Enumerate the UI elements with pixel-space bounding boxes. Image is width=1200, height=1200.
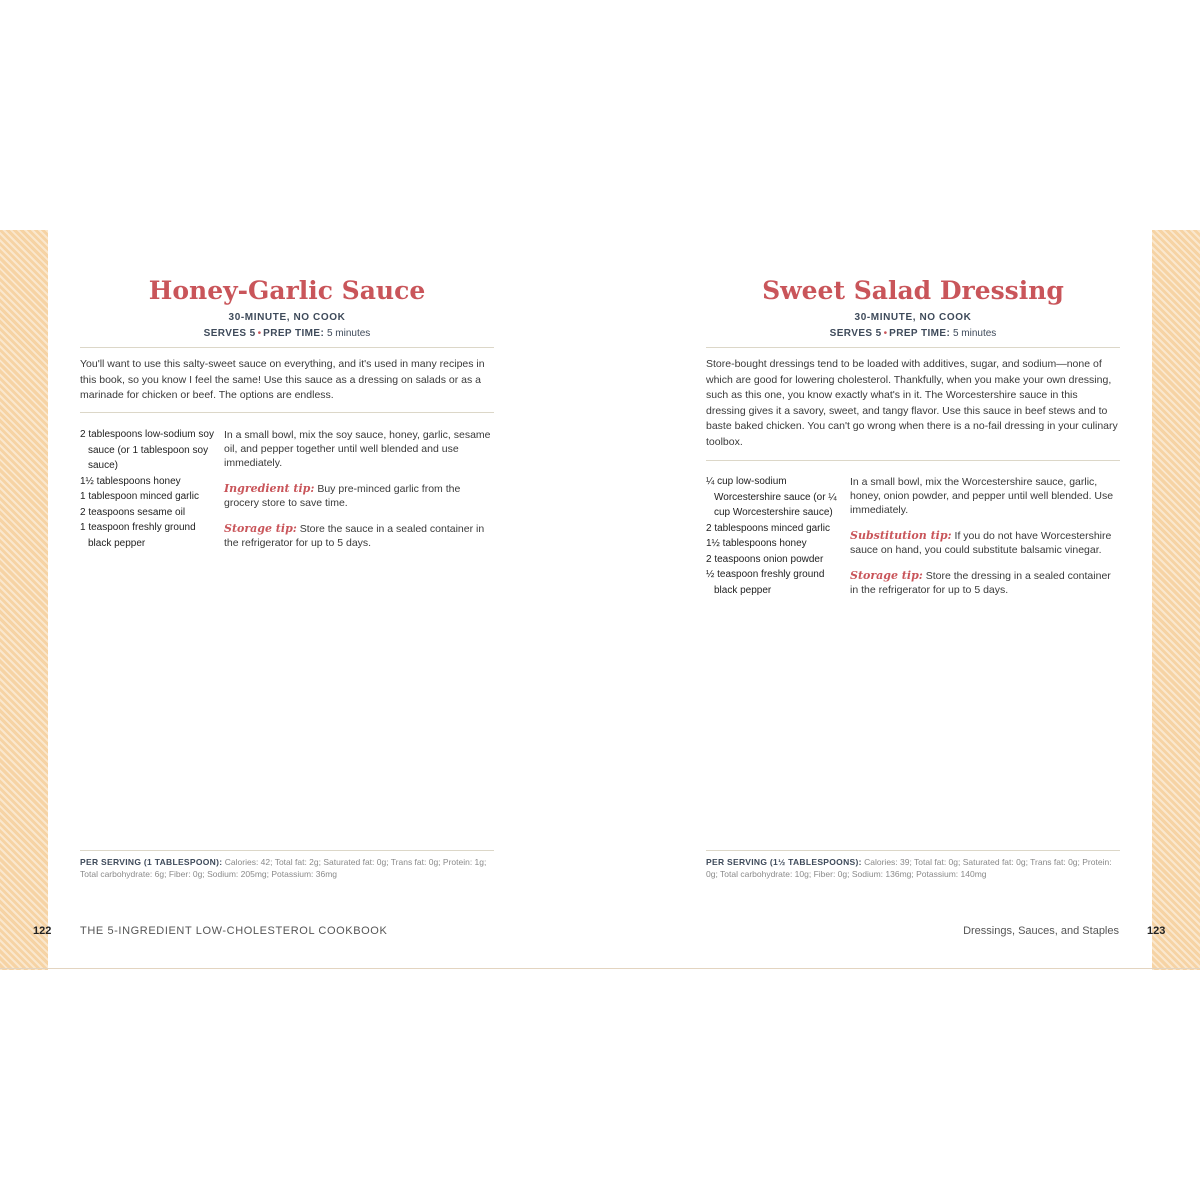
divider-intro <box>706 460 1120 461</box>
nutrition-label: PER SERVING (1½ TABLESPOONS): <box>706 857 862 867</box>
prep-value: 5 minutes <box>952 328 997 339</box>
tip-text: Store the dressing in a sealed container in the refrigerator for up to 5 days. <box>850 570 1111 596</box>
list-item: 2 teaspoons sesame oil <box>80 506 186 518</box>
book-spread <box>0 230 1200 970</box>
list-item: ¼ cup low-sodium Worcestershire sauce (or ¼ cup Worcestershire sauce) <box>706 476 837 518</box>
left-page <box>80 230 494 970</box>
list-item: 1 tablespoon minced garlic <box>80 491 199 502</box>
recipe-title: Honey-Garlic Sauce <box>148 276 426 305</box>
recipe-intro: You'll want to use this salty-sweet sauce on everything, and it's used in many recipes in this book, so you know I feel the same! Use this sauce as a dressing on salads or as a marinade for chicken or beef. The options are endless. <box>80 358 485 401</box>
right-decorative-band <box>1152 230 1200 970</box>
tip-label: Substitution tip: <box>850 529 952 542</box>
running-head-right: Dressings, Sauces, and Staples <box>963 925 1119 937</box>
list-item: 2 tablespoons low-sodium soy sauce (or 1 tablespoon soy sauce) <box>80 429 214 471</box>
nutrition-text: Calories: 42; Total fat: 2g; Saturated fat: 0g; Trans fat: 0g; Protein: 1g; Total carbohydrate: 6g; Fiber: 0g; Sodium: 205mg; Potassium: 36mg <box>80 857 487 879</box>
bullet-separator: • <box>257 328 262 339</box>
tip-storage <box>224 522 494 550</box>
tip-storage <box>850 569 1120 597</box>
serves: SERVES 5 <box>829 328 882 339</box>
list-item: 2 teaspoons onion powder <box>706 553 824 565</box>
prep-label: PREP TIME: <box>263 328 325 339</box>
list-item: ½ teaspoon freshly ground black pepper <box>706 569 825 596</box>
ingredient-list <box>706 474 846 598</box>
tip-label: Storage tip: <box>850 569 923 582</box>
directions <box>224 428 494 562</box>
recipe-intro: Store-bought dressings tend to be loaded with additives, sugar, and sodium—none of which are good for lowering cholesterol. Thankfully, when you make your own dressing, such as this one, you know exactly what's in it. The Worcestershire sauce in this dressing gives it a savory, sweet, and tangy flavor. Use this sauce in beef stews and to baste baked chicken. You can't go wrong when there is a no-fail dressing in your culinary toolbox. <box>706 358 1118 448</box>
left-decorative-band <box>0 230 48 970</box>
tip-text: Buy pre-minced garlic from the grocery store to save time. <box>224 483 461 509</box>
list-item: 1 teaspoon freshly ground black pepper <box>80 522 196 549</box>
tip-label: Ingredient tip: <box>224 482 315 495</box>
nutrition-info <box>80 856 494 880</box>
prep-label: PREP TIME: <box>889 328 951 339</box>
nutrition-label: PER SERVING (1 TABLESPOON): <box>80 857 223 867</box>
recipe-subtitle: 30-MINUTE, NO COOK <box>854 312 972 323</box>
divider-intro <box>80 412 494 413</box>
page-number-right: 123 <box>1147 925 1166 937</box>
tip-label: Storage tip: <box>224 522 297 535</box>
list-item: 1½ tablespoons honey <box>706 538 807 549</box>
list-item: 1½ tablespoons honey <box>80 475 181 487</box>
recipe-subtitle: 30-MINUTE, NO COOK <box>228 312 346 323</box>
serves: SERVES 5 <box>203 328 256 339</box>
bullet-separator: • <box>883 328 888 339</box>
right-page <box>706 230 1120 970</box>
directions-text: In a small bowl, mix the Worcestershire sauce, garlic, honey, onion powder, and pepper until well blended. Use immediately. <box>850 476 1114 516</box>
directions-text: In a small bowl, mix the soy sauce, honey, garlic, sesame oil, and pepper together until well blended and use immediately. <box>224 429 491 469</box>
tip-text: Store the sauce in a sealed container in the refrigerator for up to 5 days. <box>224 523 485 549</box>
recipe-meta <box>80 328 494 339</box>
tip-text: If you do not have Worcestershire sauce on hand, you could substitute balsamic vinegar. <box>850 530 1112 556</box>
divider-nutrition <box>706 850 1120 851</box>
directions <box>850 475 1120 609</box>
divider-nutrition <box>80 850 494 851</box>
page-number-left: 122 <box>33 925 52 937</box>
nutrition-text: Calories: 39; Total fat: 0g; Saturated fat: 0g; Trans fat: 0g; Protein: 0g; Total carbohydrate: 10g; Fiber: 0g; Sodium: 136mg; Potassium: 140mg <box>706 857 1112 879</box>
nutrition-info <box>706 856 1120 880</box>
ingredient-list <box>80 427 220 551</box>
divider-top <box>80 347 494 348</box>
recipe-title: Sweet Salad Dressing <box>762 276 1064 305</box>
prep-value: 5 minutes <box>326 328 371 339</box>
divider-top <box>706 347 1120 348</box>
list-item: 2 tablespoons minced garlic <box>706 522 830 534</box>
running-head-left: THE 5-INGREDIENT LOW-CHOLESTEROL COOKBOOK <box>80 925 388 937</box>
tip-ingredient <box>224 482 494 510</box>
recipe-meta <box>706 328 1120 339</box>
tip-substitution <box>850 529 1120 557</box>
